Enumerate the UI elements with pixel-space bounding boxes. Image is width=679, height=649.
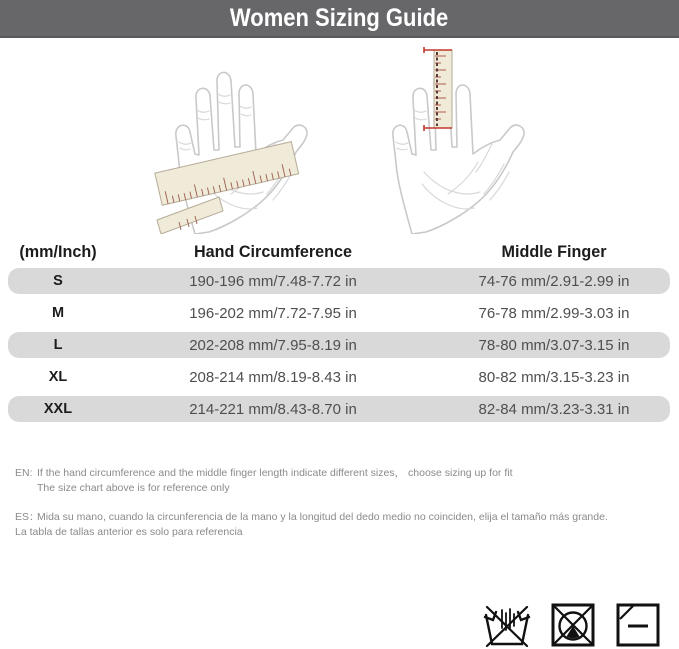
hand-circumference-value: 196-202 mm/7.72-7.95 in	[189, 304, 357, 322]
note-es-line1: Mida su mano, cuando la circunferencia de la mano y la longitud del dedo medio no coinciden, elija el tamaño más grande.	[37, 511, 608, 523]
note-es-label: ES：	[15, 511, 40, 523]
size-table	[8, 238, 670, 428]
note-en	[15, 466, 665, 496]
column-header-size-unit: (mm/Inch)	[19, 242, 97, 261]
hand-circumference-value: 202-208 mm/7.95-8.19 in	[189, 336, 357, 354]
care-icons	[482, 602, 662, 648]
column-header-hand-circumference: Hand Circumference	[194, 242, 352, 261]
middle-finger-value: 74-76 mm/2.91-2.99 in	[478, 272, 630, 290]
middle-finger-value: 82-84 mm/3.23-3.31 in	[478, 400, 630, 418]
hand-circumference-value: 214-221 mm/8.43-8.70 in	[189, 400, 357, 418]
size-label: S	[53, 273, 63, 289]
note-en-line1: If the hand circumference and the middle finger length indicate different sizes， choose sizing up for fit	[37, 467, 513, 479]
measurement-illustrations	[0, 44, 679, 234]
middle-finger-illustration	[366, 44, 531, 234]
note-es	[15, 510, 665, 525]
table-row-s	[8, 268, 670, 294]
table-row-xxl	[8, 396, 670, 422]
page-title: Women Sizing Guide	[230, 3, 449, 32]
table-header-row	[8, 238, 670, 266]
note-en-label: EN:	[15, 467, 33, 479]
table-row-xl	[8, 364, 670, 390]
title-bar	[0, 0, 679, 38]
hand-circumference-value: 190-196 mm/7.48-7.72 in	[189, 272, 357, 290]
note-es-line2: La tabla de tallas anterior es solo para referencia	[15, 526, 243, 538]
size-label: M	[51, 305, 65, 321]
middle-finger-value: 76-78 mm/2.99-3.03 in	[478, 304, 630, 322]
size-label: XXL	[43, 401, 73, 417]
column-header-middle-finger: Middle Finger	[501, 242, 607, 261]
table-row-m	[8, 300, 670, 326]
table-row-l	[8, 332, 670, 358]
dry-flat-in-shade-icon	[614, 602, 662, 648]
do-not-tumble-dry-icon	[549, 602, 597, 648]
middle-finger-value: 78-80 mm/3.07-3.15 in	[478, 336, 630, 354]
notes	[15, 466, 665, 540]
size-label: L	[53, 337, 63, 353]
hand-circumference-value: 208-214 mm/8.19-8.43 in	[189, 368, 357, 386]
note-en-line2: The size chart above is for reference only	[37, 482, 230, 494]
hand-circumference-illustration	[149, 44, 314, 234]
middle-finger-value: 80-82 mm/3.15-3.23 in	[478, 368, 630, 386]
do-not-hand-wash-icon	[482, 604, 532, 648]
size-label: XL	[48, 369, 68, 385]
